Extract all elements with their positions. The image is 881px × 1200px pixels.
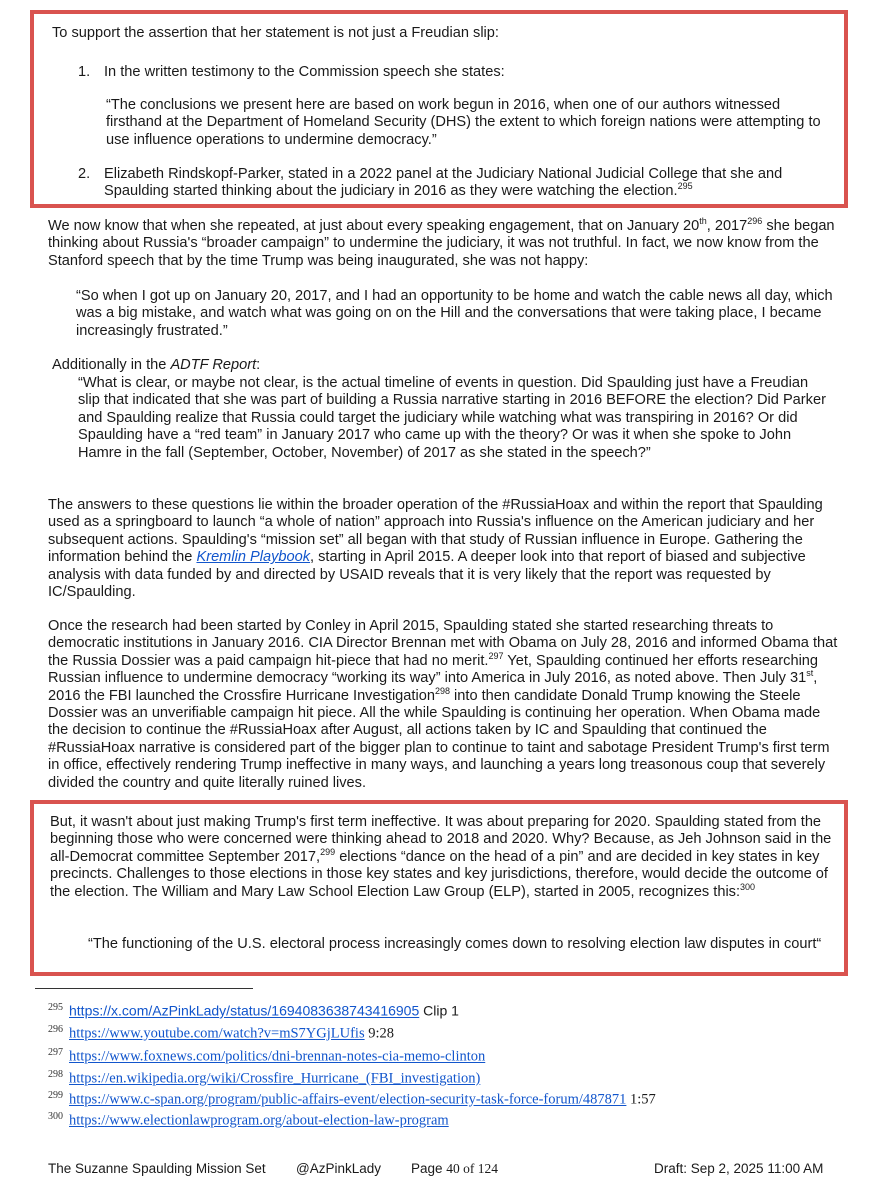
footnote-296 — [48, 1022, 394, 1042]
list-item-2: Elizabeth Rindskopf-Parker, stated in a 2022 panel at the Judiciary National Judicial College that she and Spaulding started thinking about the judiciary in 2016 as they were watching the election.$^{295}$ — [104, 166, 783, 200]
footer-page-number: Page 40 of 124 — [411, 1161, 499, 1176]
footer-title: The Suzanne Spaulding Mission Set — [48, 1161, 266, 1176]
footer-handle: @AzPinkLady — [296, 1161, 381, 1176]
footer-draft-date: Draft: Sep 2, 2025 11:00 AM — [654, 1161, 824, 1176]
footnote-299 — [48, 1088, 656, 1108]
paragraph-preparing-2020: But, it wasn't about just making Trump's first term ineffective. It was about preparing for 2020. Spaulding stated from the beginning those who were concerned were thinking ahead to 2018 and 2020. Why? Because, as Jeh Johnson said in the all-Democrat committee September 2017,$^{299}$ elections “dance on the head of a pin” and are decided in key states in key precincts. Challenges to those elections in those key states and key jurisdictions, therefore, would decide the outcome of the election. The William and Mary Law School Election Law Group (ELP), started in 2005, recognizes this:$^{300}$ — [50, 814, 832, 900]
footnote-number: 295 — [48, 1002, 63, 1013]
footnote-ref-296[interactable]: 296 — [747, 216, 763, 227]
list-number-2: 2. — [78, 166, 91, 182]
footnote-note: 9:28 — [364, 1025, 394, 1042]
footnote-297 — [48, 1045, 485, 1065]
footnote-link[interactable]: https://x.com/AzPinkLady/status/1694083638743416905 — [69, 1002, 420, 1019]
testimony-quote: “The conclusions we present here are based on work begun in 2016, when one of our authors witnessed firsthand at the Department of Homeland Security (DHS) the extent to which foreign nations were attempting to use influence operations to undermine democracy.” — [106, 97, 821, 148]
adtf-intro: Additionally in the ADTF Report: — [52, 357, 261, 373]
footnote-link[interactable]: https://en.wikipedia.org/wiki/Crossfire_Hurricane_(FBI_investigation) — [69, 1070, 481, 1087]
footnote-link[interactable]: https://www.foxnews.com/politics/dni-brennan-notes-cia-memo-clinton — [69, 1048, 486, 1065]
kremlin-playbook-link[interactable]: Kremlin Playbook — [196, 549, 311, 566]
paragraph-russiahoax: The answers to these questions lie within the broader operation of the #RussiaHoax and within the report that Spaulding used as a springboard to launch “a whole of nation” approach into Russia's influence on the American judiciary and her subsequent actions. Spaulding's “mission set” all began with that study of Russian influence in Europe. Gathering the information behind the Kremlin Playbook, starting in April 2015. A deeper look into that report of biased and subjective analysis with data funded by and directed by USAID reveals that it is very likely that the report was requested by IC/Spaulding. — [48, 497, 823, 601]
footnote-divider — [35, 988, 253, 989]
footnote-295 — [48, 1000, 459, 1019]
list-number-1: 1. — [78, 64, 91, 80]
footnote-link[interactable]: https://www.c-span.org/program/public-affairs-event/election-security-task-force-forum/487871 — [69, 1091, 627, 1108]
adtf-quote: “What is clear, or maybe not clear, is the actual timeline of events in question. Did Spaulding just have a Freudian slip that indicated that she was part of building a Russia narrative starting in 2016 BEFORE the election? Did Parker and Spaulding realize that Russia could target the judiciary while watching what was transpiring in 2016? Or did Spaulding have a “red team” in January 2017 who came up with the theory? Or was it when she spoke to John Hamre in the fall (September, October, November) of 2017 as she stated in the speech?” — [78, 375, 826, 461]
footnote-number: 299 — [48, 1090, 63, 1101]
footnote-number: 297 — [48, 1047, 63, 1058]
footnote-ref-299[interactable]: 299 — [320, 846, 336, 857]
footnote-link[interactable]: https://www.youtube.com/watch?v=mS7YGjLUfis — [69, 1025, 365, 1042]
box1-intro: To support the assertion that her statement is not just a Freudian slip: — [52, 25, 499, 41]
list-item-1: In the written testimony to the Commission speech she states: — [104, 64, 505, 80]
footnote-298 — [48, 1067, 480, 1087]
footnote-number: 298 — [48, 1069, 63, 1080]
elp-quote: “The functioning of the U.S. electoral process increasingly comes down to resolving election law disputes in court“ — [88, 936, 822, 952]
paragraph-conley-research: Once the research had been started by Conley in April 2015, Spaulding stated she started researching threats to democratic institutions in January 2016. CIA Director Brennan met with Obama on July 28, 2016 and informed Obama that the Russia Dossier was a paid campaign hit-piece that had no merit.$^{297}$ Yet, Spaulding continued her efforts researching Russian influence to undermine democracy “working its way” into America in July 2016, as noted above. Then July 31st, 2016 the FBI launched the Crossfire Hurricane Investigation$^{298}$ into then candidate Donald Trump knowing the Steele Dossier was an unverifiable campaign hit piece. All the while Spaulding is continuing her operation. When Obama made the decision to continue the #RussiaHoax after August, all actions taken by IC and Spaulding that continued the #RussiaHoax narrative is considered part of the bigger plan to continue to taint and sabotage President Trump's first term in office, effectively rendering Trump ineffective in many ways, and launching a years long treasonous coup that severely divided the country and quite literally ruined lives. — [48, 618, 838, 791]
footnote-ref-300[interactable]: 300 — [740, 881, 756, 892]
footnote-300 — [48, 1109, 449, 1129]
footnote-note: 1:57 — [626, 1091, 656, 1108]
footnote-number: 296 — [48, 1024, 63, 1035]
footnote-note: Clip 1 — [419, 1002, 459, 1019]
footnote-number: 300 — [48, 1111, 63, 1122]
footnote-ref-295[interactable]: 295 — [677, 181, 693, 192]
stanford-quote: “So when I got up on January 20, 2017, and I had an opportunity to be home and watch the cable news all day, which was a big mistake, and watch what was going on on the Hill and the conversations that were taking place, I became increasingly frustrated.” — [76, 288, 833, 339]
footnote-link[interactable]: https://www.electionlawprogram.org/about-election-law-program — [69, 1112, 449, 1129]
paragraph-january-20: We now know that when she repeated, at just about every speaking engagement, that on January 20th, 2017$^{296}$ she began thinking about Russia's “broader campaign” to undermine the judiciary, it was not truthful. In fact, we now know from the Stanford speech that by the time Trump was being inaugurated, she was not happy: — [48, 216, 835, 269]
footnote-ref-298[interactable]: 298 — [434, 685, 450, 696]
footnote-ref-297[interactable]: 297 — [488, 650, 504, 661]
